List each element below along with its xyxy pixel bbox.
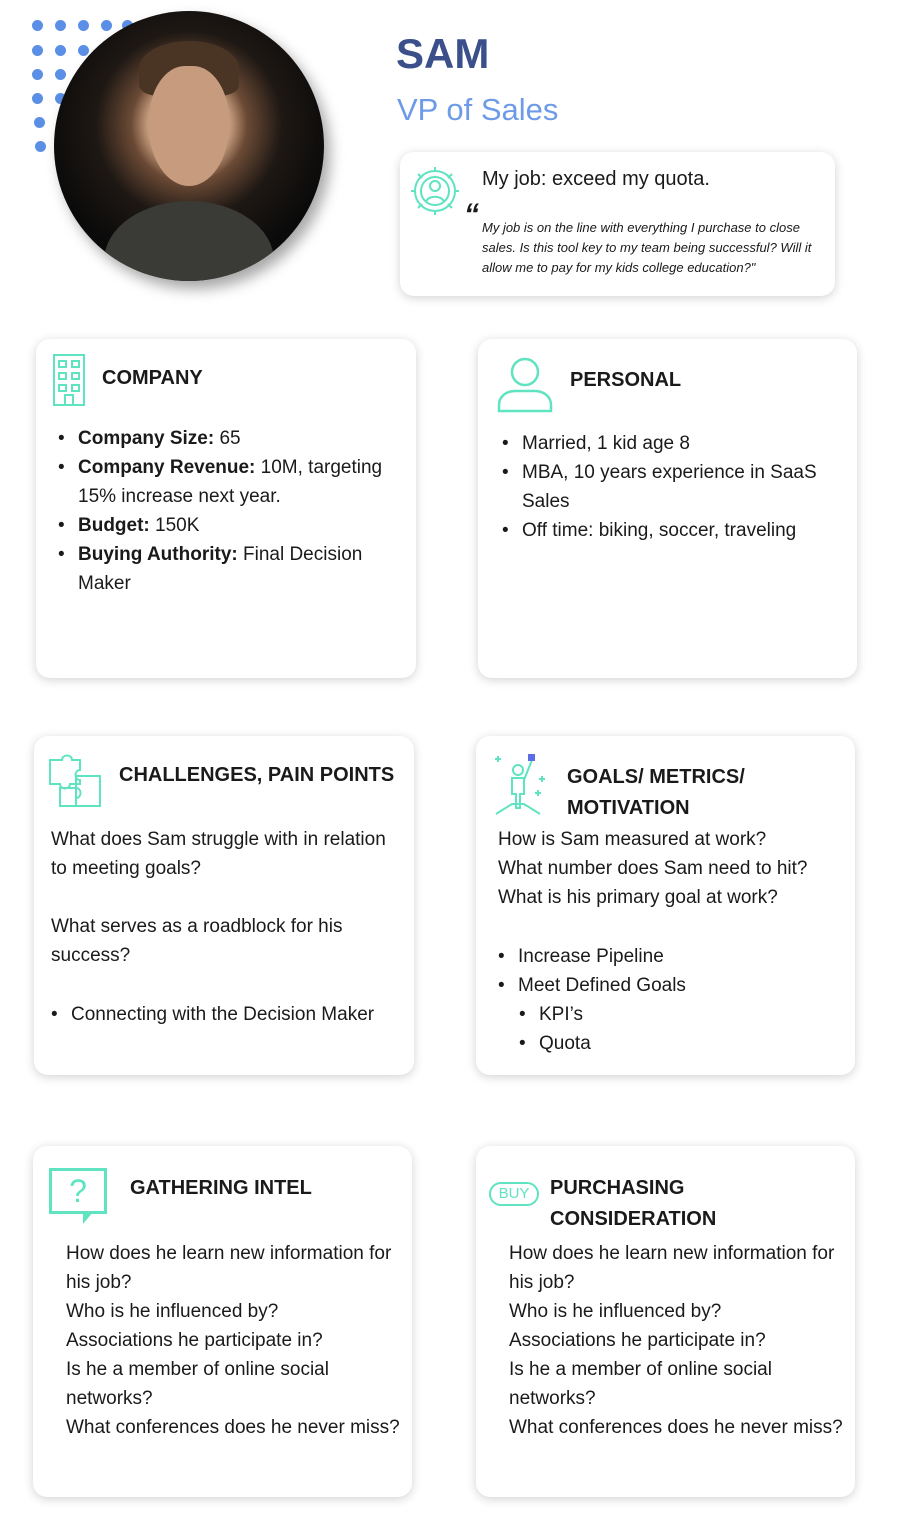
goals-questions <box>498 825 807 912</box>
intel-line: Associations he participate in? <box>66 1330 323 1351</box>
personal-card <box>478 339 857 678</box>
purchasing-line: How does he learn new information for his job? <box>509 1243 835 1293</box>
buy-tag-icon: BUY <box>489 1182 539 1206</box>
persona-name: SAM <box>396 30 490 77</box>
company-title: COMPANY <box>102 367 203 389</box>
list-item: • Off time: biking, soccer, traveling <box>500 516 845 545</box>
list-subitem: • Quota <box>517 1029 686 1058</box>
persona-photo <box>54 11 324 281</box>
goals-card <box>476 736 855 1075</box>
list-item: • Increase Pipeline <box>496 942 686 971</box>
intel-line: How does he learn new information for his job? <box>66 1243 392 1293</box>
company-card <box>36 339 416 678</box>
list-item: • Meet Defined Goals <box>496 971 686 1000</box>
persona-role: VP of Sales <box>397 92 559 127</box>
list-item: • Company Revenue: 10M, targeting 15% increase next year. <box>56 453 406 511</box>
quote-mark: “ <box>464 198 479 231</box>
goals-question: What number does Sam need to hit? <box>498 858 808 879</box>
list-item: • Married, 1 kid age 8 <box>500 429 845 458</box>
list-item: • Company Size: 65 <box>56 424 406 453</box>
intel-lines <box>66 1239 406 1442</box>
company-list <box>56 424 406 598</box>
purchasing-lines <box>509 1239 849 1442</box>
purchasing-line: Is he a member of online social networks? <box>509 1359 772 1409</box>
goals-list <box>496 942 686 1058</box>
purchasing-line: Who is he influenced by? <box>509 1301 722 1322</box>
puzzle-icon <box>46 754 104 810</box>
quote-headline: My job: exceed my quota. <box>482 168 710 190</box>
intel-card <box>33 1146 412 1497</box>
goals-question: How is Sam measured at work? <box>498 829 767 850</box>
challenges-question-1: What does Sam struggle with in relation to meeting goals? <box>51 829 386 879</box>
purchasing-line: Associations he participate in? <box>509 1330 766 1351</box>
goals-title: GOALS/ METRICS/ MOTIVATION <box>567 766 745 819</box>
person-icon <box>496 355 554 413</box>
list-item: • Connecting with the Decision Maker <box>49 1000 409 1029</box>
personal-list <box>500 429 845 545</box>
challenges-list <box>49 1000 409 1029</box>
list-item: • MBA, 10 years experience in SaaS Sales <box>500 458 845 516</box>
intel-line: What conferences does he never miss? <box>66 1417 400 1438</box>
intel-line: Is he a member of online social networks? <box>66 1359 329 1409</box>
gear-person-icon <box>406 162 464 220</box>
intel-title: GATHERING INTEL <box>130 1177 312 1199</box>
list-item: • Buying Authority: Final Decision Maker <box>56 540 406 598</box>
challenges-title: CHALLENGES, PAIN POINTS <box>119 764 395 786</box>
goals-question: What is his primary goal at work? <box>498 887 778 908</box>
achievement-icon <box>492 752 552 816</box>
personal-title: PERSONAL <box>570 369 682 391</box>
quote-card <box>400 152 835 296</box>
challenges-card <box>34 736 414 1075</box>
building-icon <box>52 353 86 407</box>
list-item: • Budget: 150K <box>56 511 406 540</box>
purchasing-line: What conferences does he never miss? <box>509 1417 843 1438</box>
challenges-question-2: What serves as a roadblock for his success? <box>51 916 343 966</box>
purchasing-card <box>476 1146 855 1497</box>
quote-text: My job is on the line with everything I purchase to close sales. Is this tool key to my team being successful? Will it allow me to pay for my kids college education?" <box>482 220 812 275</box>
bubble-tail <box>83 1212 93 1224</box>
list-subitem: • KPI’s <box>517 1000 686 1029</box>
purchasing-title: PURCHASING CONSIDERATION <box>550 1177 717 1230</box>
intel-line: Who is he influenced by? <box>66 1301 279 1322</box>
question-bubble-icon: ? <box>49 1168 107 1214</box>
